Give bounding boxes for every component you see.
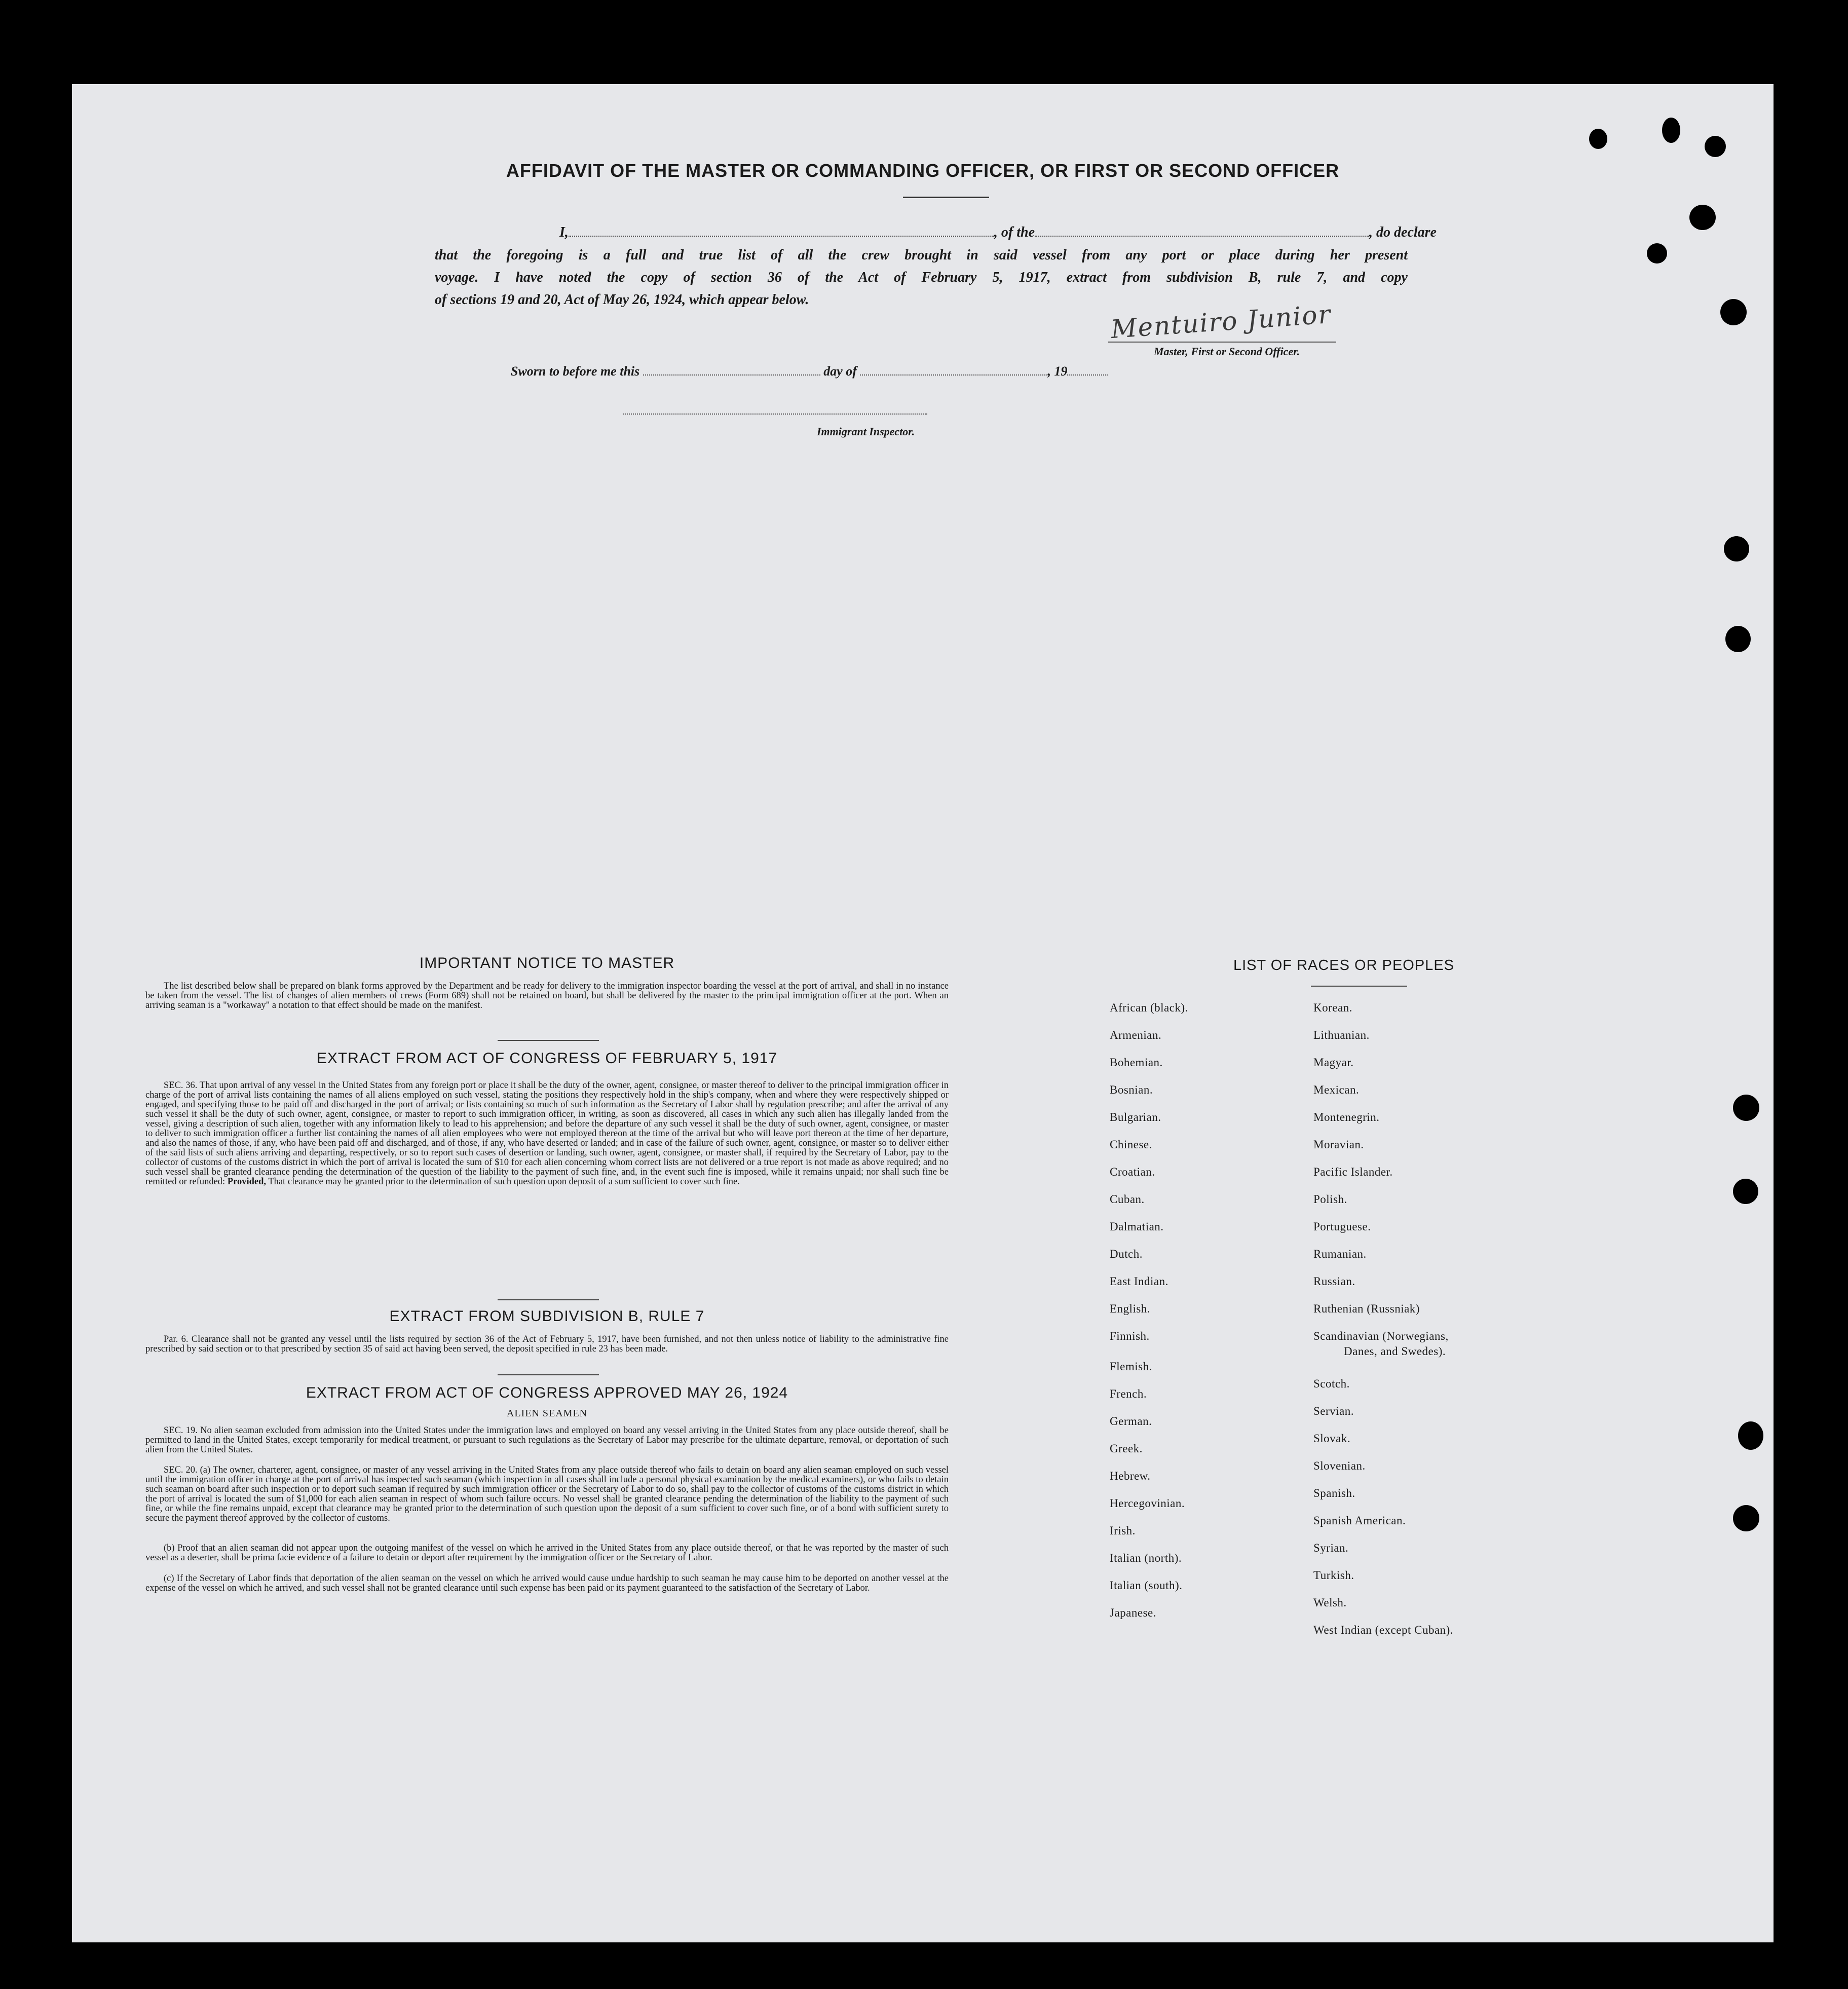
race-item: Slovenian.	[1313, 1459, 1366, 1472]
affidavit-line-2: that the foregoing is a full and true list of all the crew brought in said vessel from any port or place during her present	[435, 247, 1408, 263]
race-item: Cuban.	[1110, 1193, 1145, 1206]
extract-1924-title: EXTRACT FROM ACT OF CONGRESS APPROVED MAY 26, 1924	[306, 1384, 788, 1401]
race-item: Polish.	[1313, 1193, 1347, 1206]
notice-text: The list described below shall be prepared on blank forms approved by the Department and be ready for delivery to the immigration inspector boarding the vessel at the port of arrival, and shall in no instance be taken from the vessel. The list of changes of alien members of crews (Form 689) shall not be retained on board, but shall be delivered by the master to the principal immigration officer at the port. When an arriving seaman is a "workaway" a notation to that effect should be made on the manifest.	[145, 981, 949, 1010]
race-item: Ruthenian (Russniak)	[1313, 1302, 1420, 1315]
race-item: Spanish.	[1313, 1487, 1355, 1499]
race-item: Mexican.	[1313, 1083, 1360, 1096]
extract-1917-text	[145, 1081, 949, 1187]
punch-hole	[1738, 1421, 1763, 1450]
race-item: Bohemian.	[1110, 1056, 1163, 1069]
race-item: Bosnian.	[1110, 1083, 1153, 1096]
races-title-underline	[1311, 986, 1407, 987]
extract-1924-sec19: SEC. 19. No alien seaman excluded from admission into the United States under the immigration laws and employed on board any vessel arriving in the United States from any place outside thereof, shall be permitted to land in the United States, except temporarily for medical treatment, or pursuant to such regulations as the Secretary of Labor may prescribe for the ultimate departure, removal, or deportation of such alien from the United States.	[145, 1425, 949, 1455]
races-title: LIST OF RACES OR PEOPLES	[1233, 957, 1455, 973]
race-item: Russian.	[1313, 1275, 1355, 1288]
master-name-field	[569, 235, 994, 237]
race-item: Korean.	[1313, 1001, 1352, 1014]
race-item: Moravian.	[1313, 1138, 1364, 1151]
race-item: Bulgarian.	[1110, 1111, 1161, 1123]
vessel-name-field	[1035, 235, 1369, 237]
notice-title: IMPORTANT NOTICE TO MASTER	[419, 955, 675, 971]
title-underline	[903, 197, 989, 198]
race-item: Dutch.	[1110, 1248, 1143, 1260]
race-item: Dalmatian.	[1110, 1220, 1164, 1233]
race-item: Lithuanian.	[1313, 1029, 1370, 1041]
race-item: Italian (north).	[1110, 1552, 1182, 1564]
race-item: Scandinavian (Norwegians,	[1313, 1330, 1449, 1342]
extract-1924-sec20a: SEC. 20. (a) The owner, charterer, agent, consignee, or master of any vessel arriving in the United States from any place outside thereof who fails to detain on board any alien seaman employed on such vessel until the immigration officer in charge at the port of arrival has inspected such seaman (which inspection in all cases shall include a personal physical examination by the medical examiners), or who fails to detain such seaman on board after such inspection or to deport such seaman if required by such immigration officer or the Secretary of Labor to do so, shall pay to the collector of customs of the customs district in which the port of arrival is located the sum of $1,000 for each alien seaman in respect of whom such failure occurs. No vessel shall be granted clearance pending the determination of the liability to the payment of such fine, or while the fine remains unpaid, except that clearance may be granted prior to the determination of such question upon the deposit of a sum sufficient to cover such fine, or of a bond with sufficient surety to secure the payment thereof approved by the collector of customs.	[145, 1465, 949, 1523]
race-item: Magyar.	[1313, 1056, 1354, 1069]
punch-hole	[1733, 1179, 1758, 1204]
race-item: Hebrew.	[1110, 1470, 1151, 1482]
punch-hole	[1725, 626, 1751, 652]
race-item: African (black).	[1110, 1001, 1188, 1014]
race-item: Rumanian.	[1313, 1248, 1367, 1260]
race-item: English.	[1110, 1302, 1151, 1315]
race-item: Chinese.	[1110, 1138, 1152, 1151]
extract-1924-sec20c: (c) If the Secretary of Labor finds that deportation of the alien seaman on the vessel on which he arrived would cause undue hardship to such seaman he may cause him to be deported on another vessel at the expense of the vessel on which he arrived, and such vessel shall not be granted clearance until such expense has been paid or its payment guaranteed to the satisfaction of the Secretary of Labor.	[145, 1573, 949, 1593]
extract-1924-sec20b: (b) Proof that an alien seaman did not appear upon the outgoing manifest of the vessel on which he arrived in the United States from any place outside thereof, or that he was reported by the master of such vessel as a deserter, shall be prima facie evidence of a failure to detain or deport after requirement by the immigration officer or the Secretary of Labor.	[145, 1543, 949, 1563]
section-divider	[498, 1040, 599, 1041]
master-signature: Mentuiro Junior	[1110, 299, 1333, 345]
extract-1924-subtitle: ALIEN SEAMEN	[506, 1408, 588, 1419]
document-page	[72, 84, 1774, 1942]
race-item: Italian (south).	[1110, 1579, 1183, 1592]
rule7-text: Par. 6. Clearance shall not be granted any vessel until the lists required by section 36 of the Act of February 5, 1917, have been furnished, and not then unless notice of liability to the administrative fine prescribed by said section or to that prescribed by section 35 of said act having been served, the deposit specified in rule 23 has been made.	[145, 1334, 949, 1354]
sworn-day-field	[643, 374, 820, 376]
sworn-prefix: Sworn to before me this	[511, 364, 640, 379]
punch-hole	[1647, 243, 1667, 264]
affidavit-of-the: , of the	[994, 224, 1035, 240]
affidavit-declare: , do declare	[1369, 224, 1437, 240]
affidavit-i: I,	[559, 224, 569, 240]
punch-hole	[1720, 299, 1747, 325]
inspector-signature-line	[623, 414, 927, 415]
punch-hole	[1705, 136, 1726, 157]
race-item: West Indian (except Cuban).	[1313, 1624, 1454, 1636]
extract-1917-text-b: That clearance may be granted prior to the determination of such question upon deposit of a sum sufficient to cover such fine.	[266, 1177, 740, 1187]
race-item: Welsh.	[1313, 1596, 1347, 1609]
punch-hole	[1733, 1505, 1759, 1531]
race-item: Croatian.	[1110, 1166, 1155, 1178]
race-item: East Indian.	[1110, 1275, 1168, 1288]
extract-1917-provided: Provided,	[227, 1177, 267, 1187]
sworn-year-label: , 19	[1047, 364, 1068, 379]
race-item: Scotch.	[1313, 1377, 1350, 1390]
extract-1917-title: EXTRACT FROM ACT OF CONGRESS OF FEBRUARY 5, 1917	[316, 1050, 778, 1067]
race-item: Finnish.	[1110, 1330, 1150, 1342]
race-item: Montenegrin.	[1313, 1111, 1380, 1123]
affidavit-line-3: voyage. I have noted the copy of section 36 of the Act of February 5, 1917, extract from subdivision B, rule 7, and copy	[435, 270, 1408, 285]
race-item: Portuguese.	[1313, 1220, 1371, 1233]
race-item: Spanish American.	[1313, 1514, 1406, 1527]
race-item: Slovak.	[1313, 1432, 1351, 1445]
sworn-line	[511, 364, 1108, 379]
punch-hole	[1689, 205, 1716, 230]
race-item: Flemish.	[1110, 1360, 1152, 1373]
signature-line	[1108, 342, 1336, 343]
affidavit-line-1	[435, 224, 1437, 241]
punch-hole	[1662, 118, 1680, 143]
sworn-day-label: day of	[823, 364, 857, 379]
extract-1917-text-a: SEC. 36. That upon arrival of any vessel in the United States from any foreign port or place it shall be the duty of the owner, agent, consignee, or master thereof to deliver to the principal immigration officer in charge of the port of arrival lists containing the names of all aliens employed on such vessel, stating the positions they respectively hold in the ship's company, when and where they were respectively shipped or engaged, and specifying those to be paid off and discharged in the port of arrival; or lists containing so much of such information as the Secretary of Labor shall by regulation prescribe; and after the arrival of any such vessel it shall be the duty of such owner, agent, consignee, or master to report to such immigration officer, in writing, as soon as discovered, all cases in which any such alien has illegally landed from the vessel, giving a description of such alien, together with any information likely to lead to his apprehension; and before the departure of any such vessel it shall be the duty of such owner, agent, consignee, or master to deliver to such immigration officer a further list containing the names of all alien employees who were not employed thereon at the time of the arrival but who will leave port thereon at the time of her departure, and also the names of those, if any, who have been paid off and discharged, and of those, if any, who have deserted or landed; and in case of the failure of such owner, agent, consignee, or master so to deliver either of the said lists of such aliens arriving and departing, respectively, or so to report such cases of desertion or landing, such owner, agent, consignee, or master shall, if required by the Secretary of Labor, pay to the collector of customs of the customs district in which the port of arrival is located the sum of $10 for each alien concerning whom correct lists are not delivered or a true report is not made as above required; and no such vessel shall be granted clearance pending the determination of the question of the liability to the payment of such fine, and, in the event such fine is imposed, while it remains unpaid; nor shall such fine be remitted or refunded:	[145, 1080, 949, 1187]
race-item: Irish.	[1110, 1524, 1136, 1537]
race-item: Turkish.	[1313, 1569, 1354, 1582]
race-item: German.	[1110, 1415, 1152, 1428]
sworn-year-field	[1067, 374, 1108, 376]
punch-hole	[1724, 536, 1749, 561]
race-item: Danes, and Swedes).	[1344, 1345, 1446, 1358]
section-divider	[498, 1374, 599, 1375]
rule7-title: EXTRACT FROM SUBDIVISION B, RULE 7	[389, 1308, 705, 1325]
punch-hole	[1589, 129, 1607, 149]
affidavit-title: AFFIDAVIT OF THE MASTER OR COMMANDING OFFICER, OR FIRST OR SECOND OFFICER	[506, 160, 1340, 181]
race-item: Hercegovinian.	[1110, 1497, 1185, 1510]
section-divider	[498, 1299, 599, 1300]
punch-hole	[1733, 1095, 1759, 1121]
race-item: French.	[1110, 1387, 1147, 1400]
sworn-month-field	[860, 374, 1047, 376]
race-item: Armenian.	[1110, 1029, 1162, 1041]
race-item: Pacific Islander.	[1313, 1166, 1393, 1178]
signature-caption: Master, First or Second Officer.	[1154, 345, 1300, 358]
race-item: Servian.	[1313, 1405, 1354, 1417]
race-item: Syrian.	[1313, 1542, 1349, 1554]
race-item: Japanese.	[1110, 1606, 1156, 1619]
affidavit-line-4: of sections 19 and 20, Act of May 26, 1924, which appear below.	[435, 292, 809, 308]
race-item: Greek.	[1110, 1442, 1143, 1455]
inspector-caption: Immigrant Inspector.	[817, 425, 915, 438]
